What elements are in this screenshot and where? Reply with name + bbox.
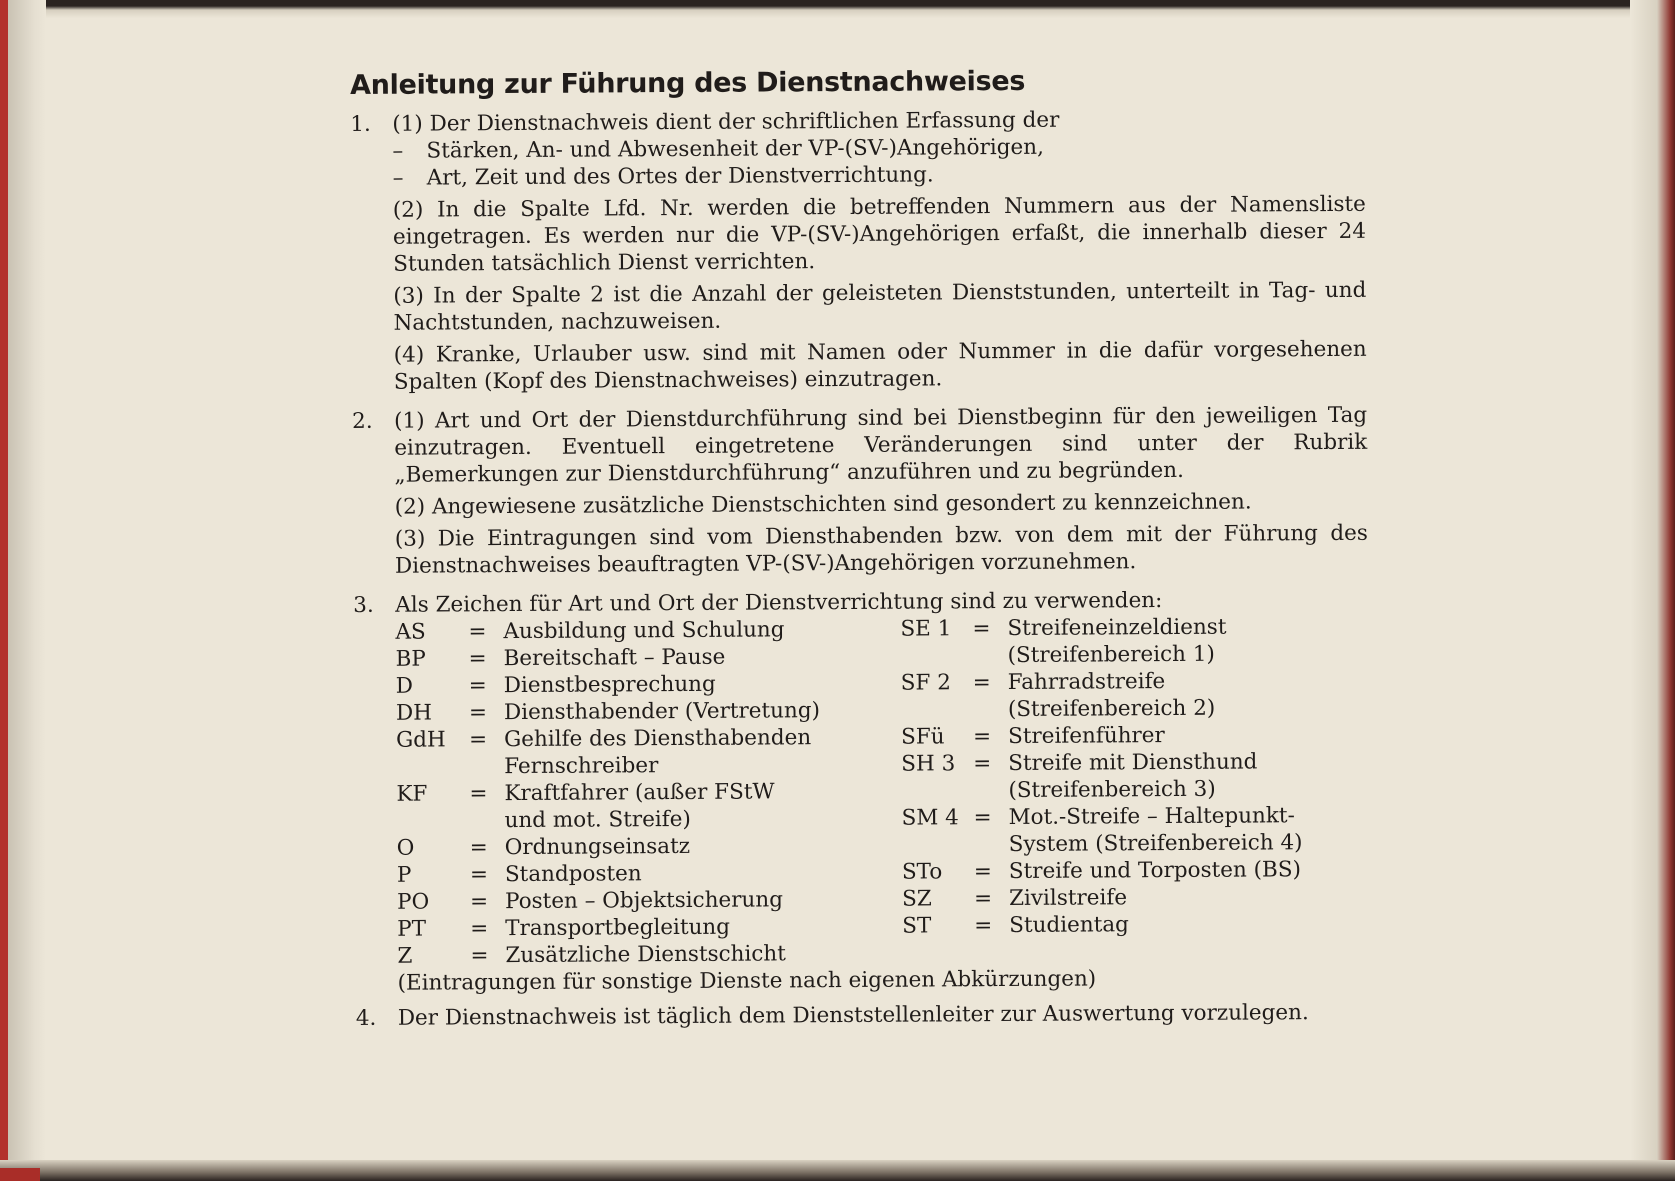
book-binding-red bbox=[0, 0, 8, 1181]
abbreviation-item bbox=[901, 667, 1351, 697]
equals-sign: = bbox=[972, 616, 991, 642]
abbreviation-item bbox=[395, 616, 900, 646]
abbreviation-code: SE 1 bbox=[900, 616, 952, 642]
equals-sign: = bbox=[469, 835, 488, 861]
abbreviation-code: O bbox=[396, 835, 415, 861]
page-top-edge bbox=[0, 0, 1675, 18]
abbreviation-code: SZ bbox=[901, 886, 932, 912]
equals-sign: = bbox=[974, 913, 993, 939]
abbreviation-item bbox=[397, 832, 902, 862]
section-2 bbox=[352, 402, 1368, 580]
section-number: 3. bbox=[353, 592, 374, 618]
abbreviation-item bbox=[396, 724, 901, 754]
section-number: 1. bbox=[350, 111, 371, 137]
paragraph: (2) In die Spalte Lfd. Nr. werden die betreffenden Nummern aus der Namensliste eingetragen. Es werden nur die VP-(SV-)Angehörigen erfaßt, die innerhalb dieser 24 Stunden tatsächlich Dienst verrichten. bbox=[392, 191, 1367, 277]
equals-sign: = bbox=[468, 673, 487, 699]
abbreviation-code: Z bbox=[397, 943, 413, 969]
paragraph: (3) In der Spalte 2 ist die Anzahl der geleisteten Dienststunden, unterteilt in Tag- und Nachtstunden, nachzuweisen. bbox=[393, 277, 1367, 336]
paragraph: (2) Angewiesene zusätzliche Dienstschichten sind gesondert zu kennzeichnen. bbox=[394, 489, 1252, 520]
abbreviation-item bbox=[902, 910, 1352, 940]
equals-sign: = bbox=[972, 724, 992, 750]
abbreviation-meaning-continued: (Streifenbereich 1) bbox=[1007, 641, 1215, 668]
abbreviation-item bbox=[396, 778, 901, 808]
abbreviation-meaning-continued: Fernschreiber bbox=[504, 753, 659, 780]
abbreviation-code: GdH bbox=[396, 727, 446, 753]
abbreviation-item bbox=[901, 721, 1351, 751]
abbreviation-item bbox=[901, 802, 1351, 832]
section-3 bbox=[353, 586, 1370, 997]
abbreviation-note: (Eintragungen für sonstige Dienste nach eigenen Abkürzungen) bbox=[397, 966, 1097, 996]
equals-sign: = bbox=[972, 670, 991, 696]
abbreviation-meaning: Streifenführer bbox=[1007, 723, 1165, 749]
equals-sign: = bbox=[468, 619, 487, 645]
page-title: Anleitung zur Führung des Dienstnachweises bbox=[349, 65, 1026, 101]
abbreviation-code: SF 2 bbox=[900, 670, 951, 696]
abbreviation-column-left bbox=[395, 616, 902, 970]
paragraph: Der Dienstnachweis ist täglich dem Dienststellenleiter zur Auswertung vorzulegen. bbox=[397, 1000, 1309, 1031]
paragraph: (1) Art und Ort der Dienstdurchführung sind bei Dienstbeginn für den jeweiligen Tag einzutragen. Eventuell eingetretene Veränderungen sind unter der Rubrik „Bemerkungen zur Dienstdurchführung“ anzuführen und zu begründen. bbox=[394, 402, 1368, 488]
abbreviation-item bbox=[397, 913, 902, 943]
dash-text: Stärken, An- und Abwesenheit der VP-(SV-)Angehörigen, bbox=[426, 134, 1044, 164]
instruction-text bbox=[350, 66, 1371, 1044]
abbreviation-code: KF bbox=[396, 781, 428, 807]
equals-sign: = bbox=[470, 916, 489, 942]
abbreviation-meaning: Bereitschaft – Pause bbox=[503, 644, 726, 672]
abbreviation-code: SH 3 bbox=[901, 751, 956, 777]
abbreviation-meaning-continued: System (Streifenbereich 4) bbox=[1008, 830, 1303, 857]
abbreviation-column-right bbox=[900, 613, 1352, 967]
abbreviation-code: SFü bbox=[900, 724, 945, 750]
section-1 bbox=[350, 105, 1367, 396]
abbreviation-meaning: Ausbildung und Schulung bbox=[503, 617, 785, 645]
abbreviation-meaning: Posten – Objektsicherung bbox=[504, 887, 784, 915]
abbreviation-meaning: Dienstbesprechung bbox=[503, 671, 716, 699]
abbreviation-item bbox=[397, 886, 902, 916]
paragraph: (3) Die Eintragungen sind vom Diensthabenden bzw. von dem mit der Führung des Dienstnachweises beauftragten VP-(SV-)Angehörigen vorzunehmen. bbox=[394, 520, 1368, 579]
book-cover-corner bbox=[0, 1168, 40, 1181]
abbreviation-item bbox=[902, 856, 1352, 886]
abbreviation-item bbox=[397, 859, 902, 889]
abbreviation-code: SM 4 bbox=[901, 805, 959, 831]
abbreviation-code: AS bbox=[395, 619, 426, 645]
section-4 bbox=[356, 999, 1371, 1032]
page-gutter-shadow bbox=[8, 0, 46, 1181]
equals-sign: = bbox=[973, 805, 992, 831]
equals-sign: = bbox=[469, 727, 488, 753]
equals-sign: = bbox=[468, 646, 487, 672]
abbreviation-meaning-continued: (Streifenbereich 3) bbox=[1008, 776, 1216, 803]
equals-sign: = bbox=[469, 889, 489, 915]
abbreviation-table bbox=[395, 613, 1370, 970]
abbreviation-code: D bbox=[395, 673, 414, 699]
abbreviation-meaning: Kraftfahrer (außer FStW bbox=[504, 779, 775, 807]
page-bottom-edge bbox=[0, 1160, 1675, 1181]
abbreviation-item bbox=[901, 748, 1351, 778]
abbreviation-meaning: Streife mit Diensthund bbox=[1008, 749, 1258, 776]
abbreviation-item bbox=[902, 883, 1352, 913]
paragraph: (4) Kranke, Urlauber usw. sind mit Namen oder Nummer in die dafür vorgesehenen Spalten (Kopf des Dienstnachweises) einzutragen. bbox=[393, 336, 1367, 395]
dash-text: Art, Zeit und des Ortes der Dienstverrichtung. bbox=[426, 162, 934, 191]
equals-sign: = bbox=[973, 886, 993, 912]
abbreviation-meaning: Ordnungseinsatz bbox=[504, 833, 691, 861]
abbreviation-meaning: Diensthabender (Vertretung) bbox=[503, 698, 821, 726]
abbreviation-meaning: Zivilstreife bbox=[1008, 885, 1128, 911]
abbreviation-code: PO bbox=[396, 889, 430, 915]
abbreviation-item bbox=[396, 643, 901, 673]
abbreviation-meaning: Zusätzliche Dienstschicht bbox=[505, 941, 786, 969]
abbreviation-code: DH bbox=[395, 700, 432, 726]
abbreviation-meaning-continued: (Streifenbereich 2) bbox=[1007, 695, 1216, 722]
abbreviation-code: BP bbox=[395, 646, 426, 672]
abbreviation-meaning: Fahrradstreife bbox=[1007, 669, 1166, 695]
equals-sign: = bbox=[973, 859, 992, 885]
section-number: 4. bbox=[355, 1005, 377, 1031]
paragraph: (1) Der Dienstnachweis dient der schriftlichen Erfassung der bbox=[392, 107, 1060, 137]
abbreviation-code: PT bbox=[397, 916, 427, 942]
abbreviation-meaning: Studientag bbox=[1009, 912, 1129, 938]
equals-sign: = bbox=[468, 700, 488, 726]
abbreviation-meaning-continued: und mot. Streife) bbox=[504, 806, 691, 834]
abbreviation-code: P bbox=[396, 862, 412, 888]
section-number: 2. bbox=[352, 408, 373, 434]
abbreviation-item bbox=[900, 613, 1350, 643]
abbreviation-item bbox=[396, 670, 901, 700]
abbreviation-meaning: Streife und Torposten (BS) bbox=[1008, 857, 1302, 884]
abbreviation-meaning: Transportbegleitung bbox=[505, 914, 731, 942]
abbreviation-code: STo bbox=[901, 859, 943, 885]
dash-item: – Art, Zeit und des Ortes der Dienstverrichtung. bbox=[392, 162, 934, 191]
abbreviation-meaning: Standposten bbox=[504, 861, 642, 888]
equals-sign: = bbox=[469, 781, 488, 807]
equals-sign: = bbox=[973, 751, 992, 777]
page-right-edge bbox=[1630, 0, 1675, 1181]
abbreviation-meaning: Streifeneinzeldienst bbox=[1007, 614, 1227, 641]
paragraph: Als Zeichen für Art und Ort der Dienstverrichtung sind zu verwenden: bbox=[395, 588, 1163, 618]
equals-sign: = bbox=[469, 862, 488, 888]
abbreviation-meaning: Mot.-Streife – Haltepunkt- bbox=[1008, 803, 1295, 830]
abbreviation-code: ST bbox=[902, 913, 932, 939]
dash-item: – Stärken, An- und Abwesenheit der VP-(SV-)Angehörigen, bbox=[392, 134, 1044, 164]
abbreviation-item bbox=[397, 940, 902, 970]
abbreviation-meaning: Gehilfe des Diensthabenden bbox=[504, 725, 812, 753]
abbreviation-item bbox=[396, 697, 901, 727]
equals-sign: = bbox=[470, 943, 489, 969]
